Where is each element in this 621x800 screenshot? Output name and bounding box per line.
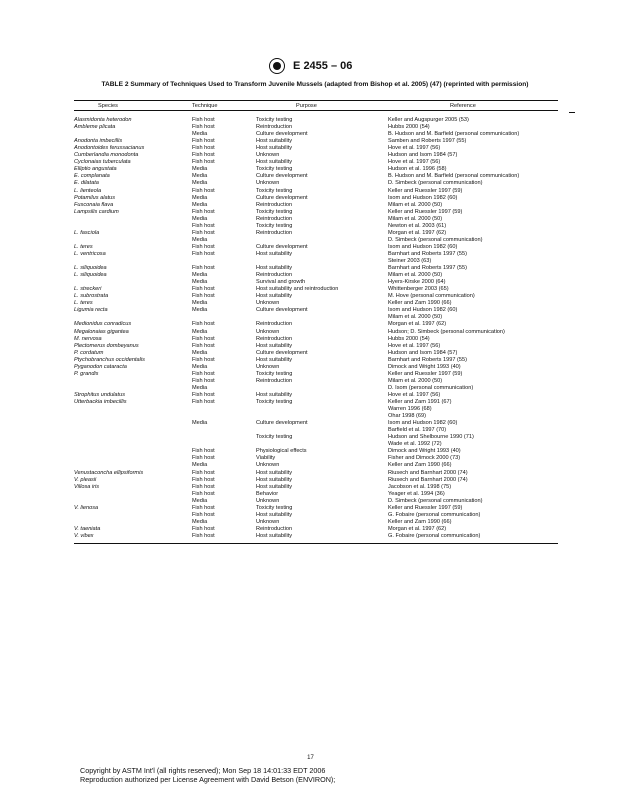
- technique-cell: Fish host: [192, 124, 215, 131]
- table-row: [0, 237, 621, 244]
- technique-cell: Media: [192, 272, 208, 279]
- technique-cell: Fish host: [192, 222, 215, 229]
- reference-cell: Hudson and Isom 1984 (57): [388, 152, 458, 159]
- purpose-cell: Host suitability and reintroduction: [256, 286, 339, 293]
- technique-cell: Media: [192, 194, 208, 201]
- table-row: [0, 244, 621, 251]
- species-cell: Venustaconcha ellipsiformis: [74, 469, 144, 476]
- purpose-cell: Behavior: [256, 490, 279, 497]
- technique-cell: Fish host: [192, 377, 215, 384]
- purpose-cell: Unknown: [256, 152, 280, 159]
- technique-cell: Fish host: [192, 455, 215, 462]
- technique-cell: Fish host: [192, 370, 215, 377]
- species-cell: Fusconaia flava: [74, 201, 114, 208]
- table-row: [0, 251, 621, 258]
- purpose-cell: Toxicity testing: [256, 117, 293, 123]
- reference-cell: Barnhart and Roberts 1997 (55): [388, 356, 467, 363]
- reference-cell: M. Hove (personal communication): [388, 293, 475, 300]
- copyright-line: Copyright by ASTM Int'l (all rights reserved); Mon Sep 18 14:01:33 EDT 2006: [80, 766, 326, 775]
- table-row: [0, 329, 621, 336]
- table-row: [0, 505, 621, 512]
- purpose-cell: Host suitability: [256, 138, 293, 145]
- page-number: 17: [307, 755, 314, 761]
- species-cell: Alasmidonta heterodon: [74, 117, 132, 123]
- species-cell: Ligumia recta: [74, 307, 108, 314]
- species-cell: L. subrostrata: [74, 293, 109, 300]
- table-row: [0, 491, 621, 498]
- reference-cell: Isom and Hudson 1982 (60): [388, 307, 458, 314]
- species-cell: Strophitus undulatus: [74, 391, 125, 398]
- table-row: [0, 272, 621, 279]
- species-cell: Ptychobranchus occidentalis: [74, 356, 145, 363]
- reference-cell: Riusech and Barnhart 2000 (74): [388, 476, 468, 483]
- purpose-cell: Culture development: [256, 349, 308, 356]
- purpose-cell: Host suitability: [256, 532, 293, 539]
- purpose-cell: Unknown: [256, 518, 280, 525]
- purpose-cell: Reintroduction: [256, 377, 293, 384]
- reference-cell: Whittenberger 2003 (65): [388, 286, 449, 293]
- reference-cell: D. Simbeck (personal communication): [388, 236, 483, 243]
- table-row: [0, 533, 621, 540]
- reference-cell: Jacobson et al. 1998 (75): [388, 483, 452, 490]
- reference-cell: Keller and Zam 1990 (66): [388, 518, 452, 525]
- technique-cell: Fish host: [192, 490, 215, 497]
- purpose-cell: Viability: [256, 455, 276, 462]
- technique-cell: Fish host: [192, 504, 215, 511]
- purpose-cell: Host suitability: [256, 356, 293, 363]
- technique-cell: Media: [192, 131, 208, 138]
- reference-cell: B. Hudson and M. Barfield (personal communication): [388, 173, 520, 180]
- table-row: [0, 265, 621, 272]
- purpose-cell: Host suitability: [256, 250, 293, 257]
- column-header-species: Species: [98, 103, 118, 109]
- purpose-cell: Reintroduction: [256, 335, 293, 342]
- table-row: [0, 117, 621, 124]
- species-cell: Medionidus conradicus: [74, 321, 132, 328]
- technique-cell: Fish host: [192, 335, 215, 342]
- table-row: [0, 441, 621, 448]
- species-cell: Lampsilis cardium: [74, 208, 119, 215]
- species-cell: Anodontoides ferussacianus: [74, 145, 145, 152]
- species-cell: L. streckeri: [74, 286, 102, 293]
- technique-cell: Fish host: [192, 187, 215, 194]
- reference-cell: Hubbs 2000 (54): [388, 335, 430, 342]
- purpose-cell: Host suitability: [256, 293, 293, 300]
- technique-cell: Media: [192, 349, 208, 356]
- purpose-cell: Culture development: [256, 131, 308, 138]
- reference-cell: Keller and Ruessler 1997 (59): [388, 187, 463, 194]
- purpose-cell: Toxicity testing: [256, 504, 293, 511]
- table-row: [0, 470, 621, 477]
- reference-cell: Keller and Ruessler 1997 (59): [388, 370, 463, 377]
- species-cell: L. siliquoidea: [74, 265, 107, 272]
- technique-cell: Media: [192, 497, 208, 504]
- technique-cell: Fish host: [192, 525, 215, 532]
- technique-cell: Fish host: [192, 532, 215, 539]
- purpose-cell: Host suitability: [256, 342, 293, 349]
- reference-cell: Keller and Ruessler 1997 (59): [388, 504, 463, 511]
- technique-cell: Fish host: [192, 117, 215, 123]
- purpose-cell: Host suitability: [256, 391, 293, 398]
- column-header-technique: Technique: [192, 103, 218, 109]
- reference-cell: Hove et al. 1997 (56): [388, 145, 441, 152]
- purpose-cell: Culture development: [256, 243, 308, 250]
- purpose-cell: Host suitability: [256, 159, 293, 166]
- astm-logo-icon: [269, 58, 285, 74]
- technique-cell: Fish host: [192, 229, 215, 236]
- purpose-cell: Reintroduction: [256, 272, 293, 279]
- table-row: [0, 159, 621, 166]
- species-cell: L. teres: [74, 243, 93, 250]
- purpose-cell: Unknown: [256, 462, 280, 469]
- species-cell: Megalonaias gigantea: [74, 328, 129, 335]
- reference-cell: Riusech and Barnhart 2000 (74): [388, 469, 468, 476]
- species-cell: P. cordatum: [74, 349, 104, 356]
- table-row: [0, 512, 621, 519]
- table-title: TABLE 2 Summary of Techniques Used to Transform Juvenile Mussels (adapted from Bishop et al. 2005) (47) (reprinted with permission): [101, 81, 529, 88]
- reference-cell: Hudson and Shelbourne 1990 (71): [388, 434, 474, 441]
- table-row: [0, 357, 621, 364]
- table-row: [0, 364, 621, 371]
- table-row: [0, 202, 621, 209]
- technique-cell: Fish host: [192, 342, 215, 349]
- species-cell: Elliptio angustata: [74, 166, 117, 173]
- technique-cell: Fish host: [192, 391, 215, 398]
- purpose-cell: Host suitability: [256, 145, 293, 152]
- reference-cell: Morgan et al. 1997 (62): [388, 229, 447, 236]
- technique-cell: Fish host: [192, 138, 215, 145]
- species-cell: Cumberlandia monodonta: [74, 152, 139, 159]
- purpose-cell: Toxicity testing: [256, 399, 293, 405]
- table-row: [0, 279, 621, 286]
- purpose-cell: Unknown: [256, 497, 280, 504]
- column-header-reference: Reference: [450, 103, 476, 109]
- reference-cell: Barnhart and Roberts 1997 (55): [388, 250, 467, 257]
- species-cell: Plectomerus dombeyanus: [74, 342, 139, 349]
- reference-cell: Dimock and Wright 1993 (40): [388, 448, 461, 455]
- species-cell: Villosa iris: [74, 483, 100, 490]
- table-row: [0, 336, 621, 343]
- reference-cell: Hudson et al. 1996 (58): [388, 166, 447, 173]
- reference-cell: Keller and Zam 1990 (66): [388, 462, 452, 469]
- species-cell: M. nervosa: [74, 335, 102, 342]
- table-row: [0, 216, 621, 223]
- reference-cell: Hyers-Kirske 2000 (64): [388, 279, 446, 286]
- reference-cell: Hove et al. 1997 (56): [388, 391, 441, 398]
- reference-cell: Isom and Hudson 1982 (60): [388, 194, 458, 201]
- reference-cell: Isom and Hudson 1982 (60): [388, 243, 458, 250]
- reference-cell: Milam et al. 2000 (50): [388, 377, 443, 384]
- table-row: [0, 145, 621, 152]
- reference-cell: Samben and Roberts 1997 (55): [388, 138, 467, 145]
- purpose-cell: Unknown: [256, 328, 280, 335]
- table-row: [0, 371, 621, 378]
- reference-cell: Hubbs 2000 (54): [388, 124, 430, 131]
- table-row: [0, 300, 621, 307]
- table-row: [0, 307, 621, 314]
- reference-cell: Newton et al. 2003 (61): [388, 222, 447, 229]
- table-row: [0, 293, 621, 300]
- table-row: [0, 321, 621, 328]
- purpose-cell: Host suitability: [256, 265, 293, 272]
- table-row: [0, 413, 621, 420]
- purpose-cell: Unknown: [256, 363, 280, 370]
- technique-cell: Media: [192, 462, 208, 469]
- technique-cell: Fish host: [192, 476, 215, 483]
- purpose-cell: Reintroduction: [256, 321, 293, 328]
- table-row: [0, 484, 621, 491]
- reference-cell: Steiner 2003 (63): [388, 258, 432, 264]
- table-row: [0, 427, 621, 434]
- table-header-rule: [74, 110, 558, 111]
- purpose-cell: Host suitability: [256, 511, 293, 518]
- table-row: [0, 498, 621, 505]
- purpose-cell: Toxicity testing: [256, 370, 293, 377]
- technique-cell: Fish host: [192, 208, 215, 215]
- technique-cell: Media: [192, 363, 208, 370]
- species-cell: Potamilus alatus: [74, 194, 116, 201]
- reference-cell: Barfield et al. 1997 (70): [388, 427, 447, 434]
- technique-cell: Media: [192, 166, 208, 173]
- reference-cell: Wade et al. 1992 (72): [388, 441, 442, 448]
- reference-cell: Milam et al. 2000 (50): [388, 272, 443, 279]
- table-bottom-rule: [74, 543, 558, 544]
- reference-cell: Fisher and Dimock 2000 (73): [388, 455, 461, 462]
- table-row: [0, 343, 621, 350]
- reference-cell: Isom and Hudson 1982 (60): [388, 420, 458, 427]
- purpose-cell: Physiological effects: [256, 448, 307, 455]
- table-row: [0, 448, 621, 455]
- species-cell: Ambleme plicata: [74, 124, 116, 131]
- technique-cell: Fish host: [192, 265, 215, 272]
- purpose-cell: Toxicity testing: [256, 222, 293, 229]
- purpose-cell: Culture development: [256, 307, 308, 314]
- table-row: [0, 392, 621, 399]
- purpose-cell: Culture development: [256, 173, 308, 180]
- table-row: [0, 173, 621, 180]
- table-row: [0, 314, 621, 321]
- margin-tick: [569, 112, 575, 113]
- reference-cell: Barnhart and Roberts 1997 (55): [388, 265, 467, 272]
- table-row: [0, 195, 621, 202]
- purpose-cell: Host suitability: [256, 476, 293, 483]
- species-cell: V. vibex: [74, 532, 94, 539]
- technique-cell: Fish host: [192, 483, 215, 490]
- reference-cell: D. Isom (personal communication): [388, 384, 474, 391]
- species-cell: V. taeniata: [74, 525, 101, 532]
- purpose-cell: Unknown: [256, 180, 280, 187]
- purpose-cell: Reintroduction: [256, 525, 293, 532]
- species-cell: L. ventricosa: [74, 250, 106, 257]
- table-row: [0, 385, 621, 392]
- table-row: [0, 180, 621, 187]
- technique-cell: Fish host: [192, 152, 215, 159]
- reference-cell: Hove et al. 1997 (56): [388, 159, 441, 166]
- table-row: [0, 406, 621, 413]
- purpose-cell: Unknown: [256, 300, 280, 307]
- purpose-cell: Reintroduction: [256, 229, 293, 236]
- technique-cell: Media: [192, 328, 208, 335]
- technique-cell: Fish host: [192, 145, 215, 152]
- technique-cell: Media: [192, 180, 208, 187]
- table-row: [0, 230, 621, 237]
- reference-cell: Morgan et al. 1997 (62): [388, 525, 447, 532]
- purpose-cell: Culture development: [256, 420, 308, 427]
- technique-cell: Media: [192, 201, 208, 208]
- page-header: [0, 57, 621, 75]
- table-row: [0, 152, 621, 159]
- table-row: [0, 420, 621, 427]
- technique-cell: Fish host: [192, 448, 215, 455]
- purpose-cell: Reintroduction: [256, 215, 293, 222]
- purpose-cell: Toxicity testing: [256, 208, 293, 215]
- reference-cell: Keller and Ruessler 1997 (59): [388, 208, 463, 215]
- technique-cell: Media: [192, 307, 208, 314]
- species-cell: V. pleasii: [74, 476, 97, 483]
- species-cell: L. lienteola: [74, 187, 102, 194]
- technique-cell: Fish host: [192, 286, 215, 293]
- technique-cell: Fish host: [192, 511, 215, 518]
- species-cell: Pyganodon cataracta: [74, 363, 127, 370]
- species-cell: E. complanata: [74, 173, 110, 180]
- reference-cell: Warren 1996 (68): [388, 406, 432, 413]
- species-cell: V. lienosa: [74, 504, 99, 511]
- purpose-cell: Host suitability: [256, 483, 293, 490]
- technique-cell: Fish host: [192, 356, 215, 363]
- standard-designation: E 2455 – 06: [293, 59, 353, 72]
- reference-cell: Keller and Zam 1991 (67): [388, 399, 452, 405]
- table-row: [0, 477, 621, 484]
- purpose-cell: Reintroduction: [256, 124, 293, 131]
- reference-cell: D. Simbeck (personal communication): [388, 180, 483, 187]
- technique-cell: Media: [192, 300, 208, 307]
- technique-cell: Media: [192, 173, 208, 180]
- reference-cell: Morgan et al. 1997 (62): [388, 321, 447, 328]
- purpose-cell: Reintroduction: [256, 201, 293, 208]
- table-row: [0, 462, 621, 469]
- license-line: Reproduction authorized per License Agreement with David Betson (ENVIRON);: [80, 775, 336, 784]
- reference-cell: Yeager et al. 1994 (36): [388, 490, 445, 497]
- table-row: [0, 124, 621, 131]
- purpose-cell: Toxicity testing: [256, 434, 293, 441]
- column-header-purpose: Purpose: [296, 103, 317, 109]
- technique-cell: Fish host: [192, 293, 215, 300]
- technique-cell: Fish host: [192, 469, 215, 476]
- table-row: [0, 223, 621, 230]
- technique-cell: Fish host: [192, 250, 215, 257]
- species-cell: Utterbackia imbecillis: [74, 399, 127, 405]
- reference-cell: Hudson and Isom 1984 (57): [388, 349, 458, 356]
- table-row: [0, 519, 621, 526]
- technique-cell: Fish host: [192, 159, 215, 166]
- table-row: [0, 378, 621, 385]
- reference-cell: G. Fobaire (personal communication): [388, 532, 481, 539]
- species-cell: L. teres: [74, 300, 93, 307]
- table-top-rule: [74, 100, 558, 101]
- purpose-cell: Host suitability: [256, 469, 293, 476]
- species-cell: Anodonta imbecillis: [74, 138, 123, 145]
- table-row: [0, 434, 621, 441]
- technique-cell: Fish host: [192, 243, 215, 250]
- reference-cell: Ohar 1998 (69): [388, 413, 426, 420]
- table-row: [0, 131, 621, 138]
- table-row: [0, 209, 621, 216]
- technique-cell: Fish host: [192, 399, 215, 405]
- species-cell: Cyclonaias tuberculata: [74, 159, 131, 166]
- species-cell: E. dilatata: [74, 180, 99, 187]
- reference-cell: B. Hudson and M. Barfield (personal communication): [388, 131, 520, 138]
- technique-cell: Media: [192, 215, 208, 222]
- reference-cell: Hudson; D. Simbeck (personal communication): [388, 328, 505, 335]
- table-row: [0, 526, 621, 533]
- reference-cell: Dimock and Wright 1993 (40): [388, 363, 461, 370]
- table-row: [0, 286, 621, 293]
- table-row: [0, 138, 621, 145]
- purpose-cell: Culture development: [256, 194, 308, 201]
- technique-cell: Media: [192, 420, 208, 427]
- reference-cell: Hove et al. 1997 (56): [388, 342, 441, 349]
- table-row: [0, 166, 621, 173]
- table-row: [0, 350, 621, 357]
- reference-cell: Keller and Augspurger 2005 (53): [388, 117, 469, 123]
- table-row: [0, 188, 621, 195]
- reference-cell: Milam et al. 2000 (50): [388, 201, 443, 208]
- reference-cell: Milam et al. 2000 (50): [388, 314, 443, 321]
- species-cell: L. siliquoidea: [74, 272, 107, 279]
- purpose-cell: Survival and growth: [256, 279, 306, 286]
- technique-cell: Fish host: [192, 321, 215, 328]
- species-cell: L. fasciola: [74, 229, 100, 236]
- table-row: [0, 455, 621, 462]
- technique-cell: Media: [192, 384, 208, 391]
- reference-cell: Keller and Zam 1990 (66): [388, 300, 452, 307]
- technique-cell: Media: [192, 279, 208, 286]
- reference-cell: G. Fobaire (personal communication): [388, 511, 481, 518]
- technique-cell: Media: [192, 518, 208, 525]
- species-cell: P. grandis: [74, 370, 99, 377]
- table-row: [0, 399, 621, 406]
- purpose-cell: Toxicity testing: [256, 166, 293, 173]
- reference-cell: Milam et al. 2000 (50): [388, 215, 443, 222]
- purpose-cell: Toxicity testing: [256, 187, 293, 194]
- technique-cell: Media: [192, 236, 208, 243]
- reference-cell: D. Simbeck (personal communication): [388, 497, 483, 504]
- table-row: [0, 258, 621, 265]
